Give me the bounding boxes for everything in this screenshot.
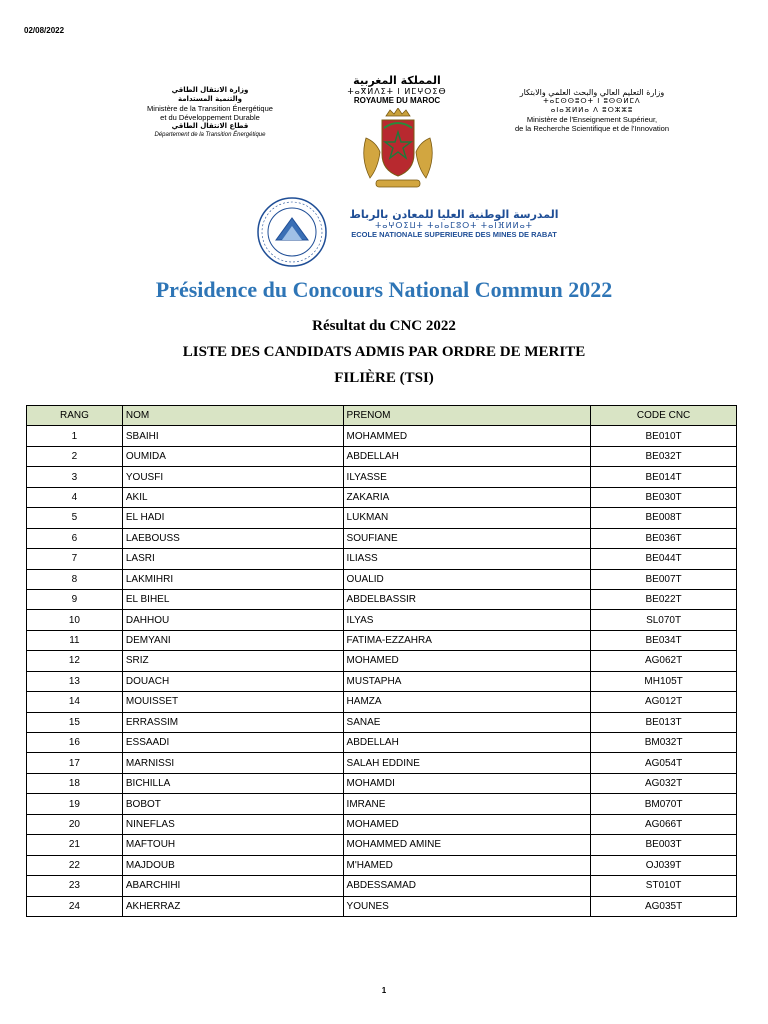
ministry-education-tif1: ⵜⴰⵎⵙⵙⵓⵔⵜ ⵏ ⵓⵙⵙⵍⵎⴷ <box>543 97 641 105</box>
table-row <box>27 712 737 732</box>
cell-prenom: ABDESSAMAD <box>343 876 591 896</box>
cell-nom: ABARCHIHI <box>122 876 343 896</box>
subtitle-list: LISTE DES CANDIDATS ADMIS PAR ORDRE DE MERITE <box>182 344 586 360</box>
coat-of-arms-icon <box>358 108 438 190</box>
cell-prenom: MOHAMMED <box>343 426 591 446</box>
cell-prenom: SALAH EDDINE <box>343 753 591 773</box>
cell-rang: 17 <box>27 753 123 773</box>
cell-rang: 15 <box>27 712 123 732</box>
cell-code: BE013T <box>591 712 737 732</box>
cell-prenom: MOHAMDI <box>343 773 591 793</box>
cell-nom: OUMIDA <box>122 446 343 466</box>
cell-nom: AKIL <box>122 487 343 507</box>
cell-rang: 19 <box>27 794 123 814</box>
cell-code: AG054T <box>591 753 737 773</box>
cell-rang: 8 <box>27 569 123 589</box>
header-prenom: PRENOM <box>343 406 591 426</box>
cell-code: BE034T <box>591 630 737 650</box>
cell-prenom: YOUNES <box>343 896 591 916</box>
cell-nom: NINEFLAS <box>122 814 343 834</box>
cell-code: MH105T <box>591 671 737 691</box>
table-row <box>27 835 737 855</box>
cell-prenom: MOHAMED <box>343 651 591 671</box>
cell-nom: AKHERRAZ <box>122 896 343 916</box>
cell-rang: 1 <box>27 426 123 446</box>
table-row <box>27 569 737 589</box>
ministry-energy-fr-line1: Ministère de la Transition Énergétique <box>147 104 273 113</box>
table-row <box>27 692 737 712</box>
ministry-education-tif2: ⴰⵏⴰⴼⵍⵍⴰ ⴷ ⵓⵔⵣⵣⵓ <box>550 106 634 114</box>
ministry-energy-logo <box>120 86 300 140</box>
cell-rang: 22 <box>27 855 123 875</box>
cell-prenom: ILYAS <box>343 610 591 630</box>
cell-prenom: OUALID <box>343 569 591 589</box>
cell-prenom: ABDELLAH <box>343 733 591 753</box>
cell-code: BE010T <box>591 426 737 446</box>
cell-code: BE003T <box>591 835 737 855</box>
table-row <box>27 794 737 814</box>
results-table <box>26 405 737 917</box>
cell-nom: ESSAADI <box>122 733 343 753</box>
royaume-ar: المملكة المغربية <box>353 74 441 87</box>
cell-code: BE007T <box>591 569 737 589</box>
cell-rang: 11 <box>27 630 123 650</box>
cell-prenom: ZAKARIA <box>343 487 591 507</box>
school-seal-icon <box>256 196 328 268</box>
cell-code: AG066T <box>591 814 737 834</box>
table-row <box>27 876 737 896</box>
cell-code: BE036T <box>591 528 737 548</box>
ministry-energy-ar-line2: والتنمية المستدامة <box>177 95 243 103</box>
cell-rang: 10 <box>27 610 123 630</box>
school-tifinagh: ⵜⴰⵖⵔⵉⵡⵜ ⵜⴰⵏⴰⵎⵓⵔⵜ ⵜⴰⵏⴼⵍⵍⴰⵜ <box>375 221 533 230</box>
ministry-education-fr1: Ministère de l'Enseignement Supérieur, <box>526 115 658 124</box>
cell-nom: EL BIHEL <box>122 589 343 609</box>
cell-nom: LASRI <box>122 549 343 569</box>
cell-prenom: ABDELBASSIR <box>343 589 591 609</box>
ministry-education-fr2: de la Recherche Scientifique et de l'Innovation <box>514 124 670 133</box>
cell-nom: DAHHOU <box>122 610 343 630</box>
cell-prenom: LUKMAN <box>343 508 591 528</box>
royaume-fr: ROYAUME DU MAROC <box>353 96 441 105</box>
cell-nom: BICHILLA <box>122 773 343 793</box>
subtitle-result: Résultat du CNC 2022 <box>312 318 456 334</box>
cell-nom: BOBOT <box>122 794 343 814</box>
cell-rang: 6 <box>27 528 123 548</box>
cell-code: AG062T <box>591 651 737 671</box>
cell-prenom: SOUFIANE <box>343 528 591 548</box>
school-header <box>344 208 564 239</box>
ministry-education-logo <box>494 88 690 133</box>
cell-nom: EL HADI <box>122 508 343 528</box>
table-row <box>27 896 737 916</box>
cell-prenom: SANAE <box>343 712 591 732</box>
cell-prenom: MUSTAPHA <box>343 671 591 691</box>
cell-nom: LAKMIHRI <box>122 569 343 589</box>
table-row <box>27 855 737 875</box>
table-row <box>27 773 737 793</box>
cell-rang: 20 <box>27 814 123 834</box>
document-date: 02/08/2022 <box>24 26 65 35</box>
cell-rang: 4 <box>27 487 123 507</box>
cell-rang: 23 <box>27 876 123 896</box>
cell-code: BE030T <box>591 487 737 507</box>
table-row <box>27 487 737 507</box>
cell-nom: YOUSFI <box>122 467 343 487</box>
table-row <box>27 733 737 753</box>
cell-prenom: MOHAMMED AMINE <box>343 835 591 855</box>
table-header-row <box>27 406 737 426</box>
cell-nom: DEMYANI <box>122 630 343 650</box>
table-row <box>27 589 737 609</box>
page-title: Présidence du Concours National Commun 2022 <box>155 277 613 302</box>
cell-code: BE022T <box>591 589 737 609</box>
cell-rang: 18 <box>27 773 123 793</box>
cell-rang: 3 <box>27 467 123 487</box>
table-row <box>27 610 737 630</box>
ministry-energy-dept: Département de la Transition Énergétique <box>154 132 266 138</box>
cell-rang: 24 <box>27 896 123 916</box>
header-nom: NOM <box>122 406 343 426</box>
cell-prenom: HAMZA <box>343 692 591 712</box>
cell-rang: 7 <box>27 549 123 569</box>
table-row <box>27 426 737 446</box>
cell-prenom: MOHAMED <box>343 814 591 834</box>
cell-rang: 12 <box>27 651 123 671</box>
cell-nom: SBAIHI <box>122 426 343 446</box>
cell-nom: MAFTOUH <box>122 835 343 855</box>
cell-nom: MOUISSET <box>122 692 343 712</box>
cell-nom: ERRASSIM <box>122 712 343 732</box>
school-fr: ECOLE NATIONALE SUPERIEURE DES MINES DE RABAT <box>351 230 557 239</box>
ministry-energy-ar-line1: وزارة الانتقال الطاقي <box>171 86 249 94</box>
table-row <box>27 671 737 691</box>
cell-code: BM070T <box>591 794 737 814</box>
ministry-energy-fr-line2: et du Développement Durable <box>160 113 260 122</box>
table-row <box>27 467 737 487</box>
royaume-header <box>330 74 464 105</box>
school-ar: المدرسة الوطنية العليا للمعادن بالرباط <box>349 208 559 221</box>
page-number: 1 <box>381 986 387 995</box>
cell-code: BE044T <box>591 549 737 569</box>
cell-rang: 16 <box>27 733 123 753</box>
cell-rang: 9 <box>27 589 123 609</box>
cell-code: AG035T <box>591 896 737 916</box>
cell-rang: 14 <box>27 692 123 712</box>
cell-nom: LAEBOUSS <box>122 528 343 548</box>
ministry-education-ar: وزارة التعليم العالي والبحث العلمي والابتكار <box>519 88 665 97</box>
cell-prenom: ABDELLAH <box>343 446 591 466</box>
cell-code: BE008T <box>591 508 737 528</box>
cell-prenom: FATIMA-EZZAHRA <box>343 630 591 650</box>
cell-prenom: M'HAMED <box>343 855 591 875</box>
cell-rang: 21 <box>27 835 123 855</box>
cell-prenom: ILYASSE <box>343 467 591 487</box>
ministry-energy-ar-line3: قطاع الانتقال الطاقي <box>171 122 249 130</box>
cell-code: AG012T <box>591 692 737 712</box>
subtitle-filiere: FILIÈRE (TSI) <box>334 370 434 386</box>
cell-code: BE014T <box>591 467 737 487</box>
table-row <box>27 651 737 671</box>
cell-code: OJ039T <box>591 855 737 875</box>
table-row <box>27 549 737 569</box>
cell-rang: 2 <box>27 446 123 466</box>
cell-code: ST010T <box>591 876 737 896</box>
cell-rang: 5 <box>27 508 123 528</box>
cell-prenom: IMRANE <box>343 794 591 814</box>
table-row <box>27 814 737 834</box>
header-code: CODE CNC <box>591 406 737 426</box>
cell-nom: MARNISSI <box>122 753 343 773</box>
cell-nom: SRIZ <box>122 651 343 671</box>
cell-code: BE032T <box>591 446 737 466</box>
cell-rang: 13 <box>27 671 123 691</box>
table-row <box>27 446 737 466</box>
cell-code: AG032T <box>591 773 737 793</box>
cell-prenom: ILIASS <box>343 549 591 569</box>
table-row <box>27 630 737 650</box>
cell-code: SL070T <box>591 610 737 630</box>
table-row <box>27 753 737 773</box>
cell-code: BM032T <box>591 733 737 753</box>
royaume-tifinagh: ⵜⴰⴳⵍⴷⵉⵜ ⵏ ⵍⵎⵖⵔⵉⴱ <box>347 87 447 96</box>
cell-nom: DOUACH <box>122 671 343 691</box>
table-row <box>27 508 737 528</box>
cell-nom: MAJDOUB <box>122 855 343 875</box>
header-rang: RANG <box>27 406 123 426</box>
table-row <box>27 528 737 548</box>
